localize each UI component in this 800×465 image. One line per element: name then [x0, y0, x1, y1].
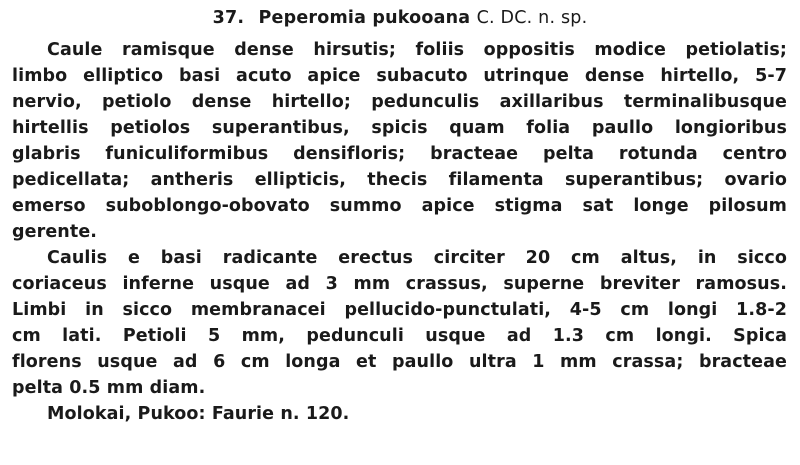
diagnosis-line: gerente. [12, 222, 98, 242]
description-line: coriaceus inferne usque ad 3 mm crassus, superne breviter ramosus. [12, 274, 787, 294]
description-line: pelta 0.5 mm diam. [12, 378, 206, 398]
description-line: florens usque ad 6 cm longa et paullo ultra 1 mm crassa; bracteae [12, 352, 787, 372]
species-author: C. DC. n. sp. [476, 8, 588, 28]
diagnosis-line: nervio, petiolo dense hirtello; pedunculis axillaribus terminalibusque [12, 92, 787, 112]
diagnosis-line: glabris funiculiformibus densifloris; bracteae pelta rotunda centro [12, 144, 787, 164]
species-number: 37. [212, 8, 245, 28]
diagnosis-line: limbo elliptico basi acuto apice subacuto utrinque dense hirtello, 5-7 [12, 66, 787, 86]
locality-line: Molokai, Pukoo: Faurie n. 120. [47, 404, 350, 424]
diagnosis-line: hirtellis petiolos superantibus, spicis quam folia paullo longioribus [12, 118, 787, 138]
description-line: cm lati. Petioli 5 mm, pedunculi usque ad 1.3 cm longi. Spica [12, 326, 787, 346]
species-name: Peperomia pukooana [258, 8, 471, 28]
diagnosis-line: emerso suboblongo-obovato summo apice stigma sat longe pilosum [12, 196, 787, 216]
description-line: Caulis e basi radicante erectus circiter 20 cm altus, in sicco [47, 248, 787, 268]
diagnosis-line: Caule ramisque dense hirsutis; foliis oppositis modice petiolatis; [47, 40, 787, 60]
diagnosis-line: pedicellata; antheris ellipticis, thecis filamenta superantibus; ovario [12, 170, 787, 190]
species-heading [0, 6, 800, 30]
description-line: Limbi in sicco membranacei pellucido-punctulati, 4-5 cm longi 1.8-2 [12, 300, 787, 320]
